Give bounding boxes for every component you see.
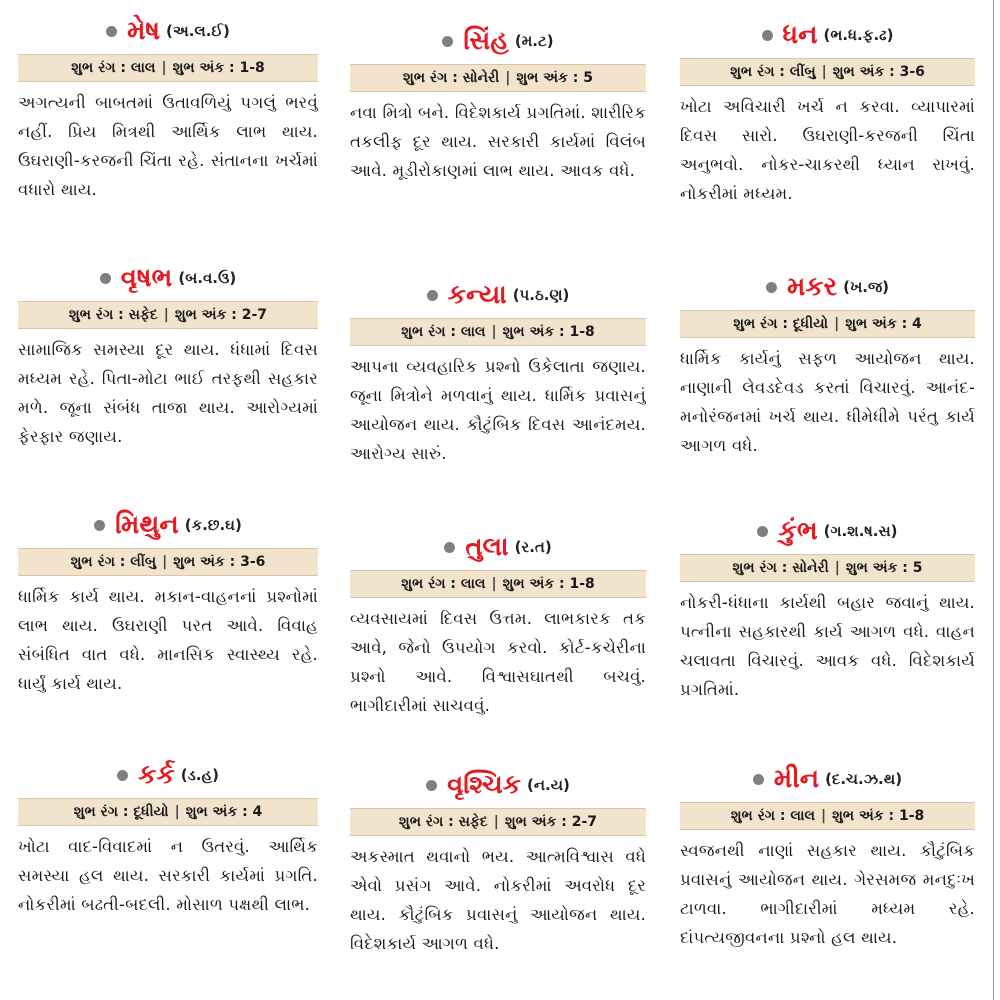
sign-name: મકર (786, 272, 838, 302)
lucky-separator: | (834, 560, 840, 576)
lucky-number: શુભ અંક : 1-8 (832, 808, 925, 824)
sign-header (18, 255, 318, 301)
sign-letters: (ડ.હ) (180, 766, 220, 784)
sign-block-sinh (350, 18, 646, 256)
sign-description: અકસ્માત થવાનો ભય. આત્મવિશ્વાસ વધે એવો પ્રસંગ આવે. નોકરીમાં અવરોધ દૂર થાય. કૌટુંબિક પ્રવાસનું આયોજન થાય. વિદેશકાર્ય આગળ વધે. (350, 847, 646, 953)
page-edge-rule (993, 0, 994, 1000)
lucky-bar (18, 548, 318, 576)
bullet-icon (442, 36, 453, 47)
sign-description: ધાર્મિક કાર્ય થાય. મકાન-વાહનનાં પ્રશ્નોમાં લાભ થાય. ઉઘરાણી પરત આવે. વિવાહ સંબંધિત વાત વધે. માનસિક સ્વાસ્થ્ય રહે. ધાર્યું કાર્ય થાય. (18, 587, 318, 693)
sign-block-meen (680, 756, 975, 994)
lucky-bar (680, 58, 975, 86)
lucky-bar (350, 318, 646, 346)
lucky-number: શુભ અંક : 3-6 (173, 554, 266, 570)
sign-block-vrushabh (18, 255, 318, 493)
sign-block-kark (18, 752, 318, 990)
lucky-separator: | (174, 804, 180, 820)
bullet-icon (753, 774, 764, 785)
bullet-icon (106, 26, 117, 37)
lucky-separator: | (834, 316, 840, 332)
lucky-number: શુભ અંક : 5 (516, 70, 593, 86)
sign-description: ખોટા અવિચારી ખર્ચ ન કરવા. વ્યાપારમાં દિવસ સારો. ઉઘરાણી-કરજની ચિંતા અનુભવો. નોકર-ચાકરથી ધ્યાન રાખવું. નોકરીમાં મધ્યમ. (680, 97, 975, 203)
lucky-number: શુભ અંક : 1-8 (502, 324, 595, 340)
lucky-number: શુભ અંક : 2-7 (174, 307, 268, 323)
bullet-icon (427, 290, 438, 301)
lucky-bar (18, 798, 318, 826)
lucky-separator: | (163, 307, 169, 323)
sign-name: વૃષભ (120, 263, 173, 293)
sign-name: મેષ (127, 16, 161, 46)
sign-header (350, 762, 646, 808)
sign-header (350, 18, 646, 64)
lucky-bar (18, 54, 318, 82)
sign-block-tula (350, 524, 646, 762)
sign-letters: (ભ.ધ.ફ.ઢ) (823, 26, 894, 44)
lucky-number: શુભ અંક : 5 (845, 560, 923, 576)
sign-letters: (ક.છ.ઘ) (184, 516, 242, 534)
lucky-bar (350, 808, 646, 836)
lucky-color: શુભ રંગ : લાલ (71, 60, 156, 76)
lucky-color: શુભ રંગ : લાલ (730, 808, 815, 824)
bullet-icon (94, 520, 105, 531)
sign-description: ધાર્મિક કાર્યનું સફળ આયોજન થાય. નાણાની લેવડદેવડ કરતાં વિચારવું. આનંદ-મનોરંજનમાં ખર્ચ થાય. ધીમેધીમે પરંતુ કાર્ય આગળ વધે. (680, 349, 975, 455)
lucky-bar (680, 310, 975, 338)
sign-header (350, 272, 646, 318)
lucky-color: શુભ રંગ : સફેદ (68, 307, 158, 323)
lucky-color: શુભ રંગ : લીંબુ (70, 554, 157, 570)
lucky-color: શુભ રંગ : સફેદ (398, 814, 488, 830)
sign-block-kumbh (680, 508, 975, 746)
sign-header (680, 756, 975, 802)
bullet-icon (117, 770, 128, 781)
sign-description: આપના વ્યવહારિક પ્રશ્નો ઉકેલાતા જણાય. જૂના મિત્રોને મળવાનું થાય. ધાર્મિક પ્રવાસનું આયોજન થાય. કૌટુંબિક દિવસ આનંદમય. આરોગ્ય સારું. (350, 357, 646, 463)
lucky-bar (680, 802, 975, 830)
sign-name: કુંભ (778, 516, 818, 546)
sign-header (18, 502, 318, 548)
sign-description: અગત્યની બાબતમાં ઉતાવળિયું પગલું ભરવું નહીં. પ્રિય મિત્રથી આર્થિક લાભ થાય. ઉઘરાણી-કરજની ચિંતા રહે. સંતાનના ખર્ચમાં વધારો થાય. (18, 93, 318, 199)
sign-name: મીન (773, 764, 820, 794)
sign-letters: (મ.ટ) (514, 32, 554, 50)
sign-block-vrushchik (350, 762, 646, 1000)
lucky-number: શુભ અંક : 1-8 (502, 576, 595, 592)
lucky-separator: | (493, 814, 499, 830)
bullet-icon (762, 30, 773, 41)
sign-description: નવા મિત્રો બને. વિદેશકાર્ય પ્રગતિમાં. શારીરિક તકલીફ દૂર થાય. સરકારી કાર્યમાં વિલંબ આવે. મૂડીરોકાણમાં લાભ થાય. આવક વધે. (350, 103, 646, 180)
lucky-number: શુભ અંક : 4 (185, 804, 263, 820)
sign-header (680, 12, 975, 58)
lucky-separator: | (505, 70, 511, 86)
sign-block-mithun (18, 502, 318, 740)
lucky-bar (350, 570, 646, 598)
lucky-color: શુભ રંગ : દૂધીયો (73, 804, 169, 820)
sign-name: કર્ક (137, 760, 175, 790)
sign-name: તુલા (465, 532, 509, 562)
lucky-color: શુભ રંગ : લાલ (401, 324, 486, 340)
bullet-icon (766, 282, 777, 293)
horoscope-column-1 (18, 0, 318, 1000)
lucky-separator: | (161, 60, 167, 76)
sign-block-makar (680, 264, 975, 502)
lucky-number: શુભ અંક : 4 (845, 316, 922, 332)
sign-letters: (ગ.શ.ષ.સ) (823, 522, 898, 540)
lucky-number: શુભ અંક : 1-8 (172, 60, 265, 76)
bullet-icon (444, 542, 455, 553)
sign-letters: (અ.લ.ઈ) (166, 22, 230, 40)
sign-letters: (ન.ય) (527, 776, 570, 794)
sign-name: મિથુન (115, 510, 179, 540)
sign-description: સામાજિક સમસ્યા દૂર થાય. ધંધામાં દિવસ મધ્યમ રહે. પિતા-મોટા ભાઈ તરફથી સહકાર મળે. જૂના સંબંધ તાજા થાય. આરોગ્યમાં ફેરફાર જણાય. (18, 340, 318, 446)
lucky-color: શુભ રંગ : લાલ (401, 576, 486, 592)
lucky-separator: | (820, 808, 827, 824)
sign-name: ધન (782, 20, 818, 50)
sign-description: વ્યવસાયમાં દિવસ ઉત્તમ. લાભકારક તક આવે, જેનો ઉપયોગ કરવો. કોર્ટ-કચેરીના પ્રશ્નો આવે. વિશ્વાસઘાતથી બચવું. ભાગીદારીમાં સાચવવું. (350, 609, 646, 715)
sign-letters: (ર.ત) (514, 538, 552, 556)
sign-header (680, 508, 975, 554)
sign-block-kanya (350, 272, 646, 510)
sign-header (18, 8, 318, 54)
lucky-separator: | (162, 554, 168, 570)
lucky-color: શુભ રંગ : લીંબુ (730, 64, 816, 80)
sign-name: કન્યા (447, 280, 507, 310)
sign-letters: (બ.વ.ઉ) (178, 269, 237, 287)
lucky-separator: | (491, 324, 497, 340)
sign-description: નોકરી-ધંધાના કાર્યથી બહાર જવાનું થાય. પત્નીના સહકારથી કાર્ય આગળ વધે. વાહન ચલાવતા વિચારવું. આવક વધે. વિદેશકાર્ય પ્રગતિમાં. (680, 593, 975, 699)
sign-header (680, 264, 975, 310)
lucky-bar (350, 64, 646, 92)
lucky-separator: | (491, 576, 497, 592)
horoscope-column-3 (680, 0, 975, 1000)
lucky-color: શુભ રંગ : સોનેરી (403, 70, 500, 86)
lucky-color: શુભ રંગ : સોનેરી (732, 560, 829, 576)
sign-header (18, 752, 318, 798)
lucky-bar (680, 554, 975, 582)
lucky-number: શુભ અંક : 2-7 (504, 814, 598, 830)
sign-letters: (ખ.જ) (843, 278, 890, 296)
sign-header (350, 524, 646, 570)
lucky-number: શુભ અંક : 3-6 (832, 64, 925, 80)
bullet-icon (100, 273, 111, 284)
bullet-icon (757, 526, 768, 537)
lucky-bar (18, 301, 318, 329)
sign-letters: (પ.ઠ.ણ) (512, 286, 570, 304)
horoscope-column-2 (350, 0, 646, 1000)
sign-block-mesh (18, 8, 318, 246)
sign-name: સિંહ (463, 26, 509, 56)
bullet-icon (426, 780, 437, 791)
sign-name: વૃશ્ચિક (447, 770, 522, 800)
sign-description: ખોટા વાદ-વિવાદમાં ન ઉતરવું. આર્થિક સમસ્યા હલ થાય. સરકારી કાર્યમાં પ્રગતિ. નોકરીમાં બઢતી-બદલી. મોસાળ પક્ષથી લાભ. (18, 837, 318, 914)
sign-block-dhan (680, 12, 975, 250)
lucky-color: શુભ રંગ : દૂધીયો (733, 316, 829, 332)
sign-letters: (દ.ચ.ઝ.થ) (825, 770, 903, 788)
sign-description: સ્વજનથી નાણાં સહકાર થાય. કૌટુંબિક પ્રવાસનું આયોજન થાય. ગેરસમજ મનદુઃખ ટાળવા. ભાગીદારીમાં મધ્યમ રહે. દાંપત્યજીવનના પ્રશ્નો હલ થાય. (680, 841, 975, 947)
lucky-separator: | (821, 64, 827, 80)
